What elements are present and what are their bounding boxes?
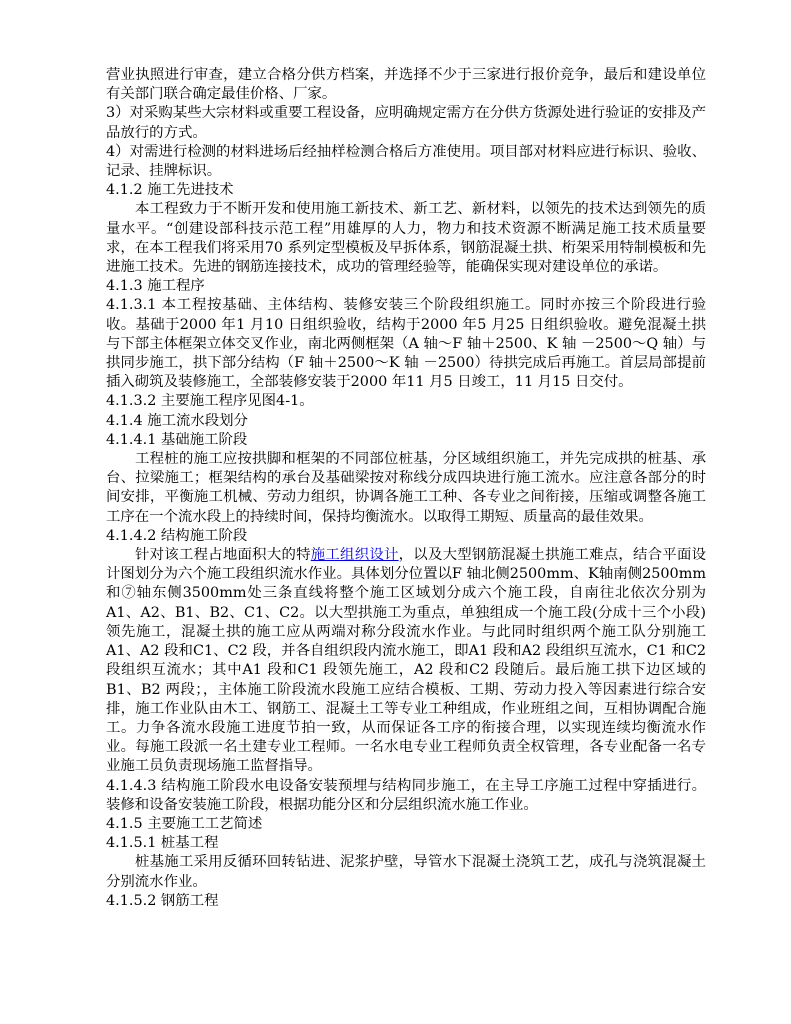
heading-4-1-4-1: 4.1.4.1 基础施工阶段 xyxy=(106,431,248,448)
document-page xyxy=(106,66,706,911)
paragraph-advanced-technology: 本工程致力于不断开发和使用施工新技术、新工艺、新材料，以领先的技术达到领先的质量水平。“创建设部科技示范工程”用雄厚的人力，物力和技术资源不断满足施工技术质量要求，在本工程我们将采用70 系列定型模板及早拆体系，钢筋混凝土拱、桁架采用特制模板和先进施工技术。先进的钢筋连接技术，成功的管理经验等，能确保实现对建设单位的承诺。 xyxy=(106,201,706,276)
paragraph-structure-stage xyxy=(106,546,706,776)
structure-stage-text-rest: ，以及大型钢筋混凝土拱施工难点，结合平面设计图划分为六个施工段组织流水作业。具体划分位置以F 轴北侧2500mm、K轴南侧2500mm和⑦轴东侧3500mm处三条直线将整个施工区域划分成六个施工段，自南往北依次分别为A1、A2、B1、B2、C1、C2。以大型拱施工为重点，单独组成一个施工段(分成十三个小段)领先施工，混凝土拱的施工应从两端对称分段流水作业。与此同时组织两个施工队分别施工A1、A2 段和C1、C2 段，并各自组织段内流水施工，即A1 段和A2 段组织互流水，C1 和C2 段组织互流水；其中A1 段和C1 段领先施工，A2 段和C2 段随后。最后施工拱下边区域的B1、B2 两段；，主体施工阶段流水段施工应结合模板、工期、劳动力投入等因素进行综合安排，施工作业队由木工、钢筋工、混凝土工等专业工种组成，作业班组之间，互相协调配合施工。力争各流水段施工进度节拍一致，从而保证各工序的衔接合理，以实现连续均衡流水作业。每施工段派一名土建专业工程师。一名水电专业工程师负责全权管理，各专业配备一名专业施工员负责现场施工监督指导。 xyxy=(106,547,706,775)
paragraph-bulk-purchase: 3）对采购某些大宗材料或重要工程设备，应明确规定需方在分供方货源处进行验证的安排及产品放行的方式。 xyxy=(106,105,706,141)
structure-stage-text-start: 针对该工程占地面积大的特 xyxy=(135,547,311,564)
heading-4-1-5-1: 4.1.5.1 桩基工程 xyxy=(106,835,219,852)
paragraph-4-1-3-1: 4.1.3.1 本工程按基础、主体结构、装修安装三个阶段组织施工。同时亦按三个阶段进行验收。基础于2000 年1 月10 日组织验收，结构于2000 年5 月25 日组织验收。避免混凝土拱与下部主体框架立体交叉作业，南北两侧框架（A 轴～F 轴＋2500、K 轴 －2500～Q 轴）与拱同步施工，拱下部分结构（F 轴＋2500～K 轴 －2500）待拱完成后再施工。首层局部提前插入砌筑及装修施工，全部装修安装于2000 年11 月5 日竣工，11 月15 日交付。 xyxy=(106,297,706,391)
construction-design-link[interactable]: 施工组织设计 xyxy=(310,547,399,564)
paragraph-material-testing: 4）对需进行检测的材料进场后经抽样检测合格后方准使用。项目部对材料应进行标识、验收、记录、挂牌标识。 xyxy=(106,143,706,180)
paragraph-4-1-3-2: 4.1.3.2 主要施工程序见图4-1。 xyxy=(106,393,314,410)
heading-4-1-3: 4.1.3 施工程序 xyxy=(106,278,205,295)
heading-4-1-4: 4.1.4 施工流水段划分 xyxy=(106,412,248,429)
heading-4-1-5: 4.1.5 主要施工工艺简述 xyxy=(106,815,263,832)
paragraph-foundation-stage: 工程桩的施工应按拱脚和框架的不同部位桩基，分区域组织施工，并先完成拱的桩基、承台、拉梁施工；框架结构的承台及基础梁按对称线分成四块进行施工流水。应注意各部分的时间安排，平衡施工机械、劳动力组织，协调各施工工种、各专业之间衔接，压缩或调整各施工工序在一个流水段上的持续时间，保持均衡流水。以取得工期短、质量高的最佳效果。 xyxy=(106,451,706,525)
paragraph-pile-foundation: 桩基施工采用反循环回转钻进、泥浆护壁，导管水下混凝土浇筑工艺，成孔与浇筑混凝土分别流水作业。 xyxy=(106,854,706,890)
heading-4-1-2: 4.1.2 施工先进技术 xyxy=(106,182,234,199)
paragraph-supplier-review: 营业执照进行审查，建立合格分供方档案，并选择不少于三家进行报价竞争，最后和建设单位有关部门联合确定最佳价格、厂家。 xyxy=(106,67,706,103)
heading-4-1-5-2: 4.1.5.2 钢筋工程 xyxy=(106,892,219,909)
paragraph-4-1-4-3: 4.1.4.3 结构施工阶段水电设备安装预埋与结构同步施工，在主导工序施工过程中穿插进行。装修和设备安装施工阶段，根据功能分区和分层组织流水施工作业。 xyxy=(106,777,706,813)
heading-4-1-4-2: 4.1.4.2 结构施工阶段 xyxy=(106,527,248,544)
